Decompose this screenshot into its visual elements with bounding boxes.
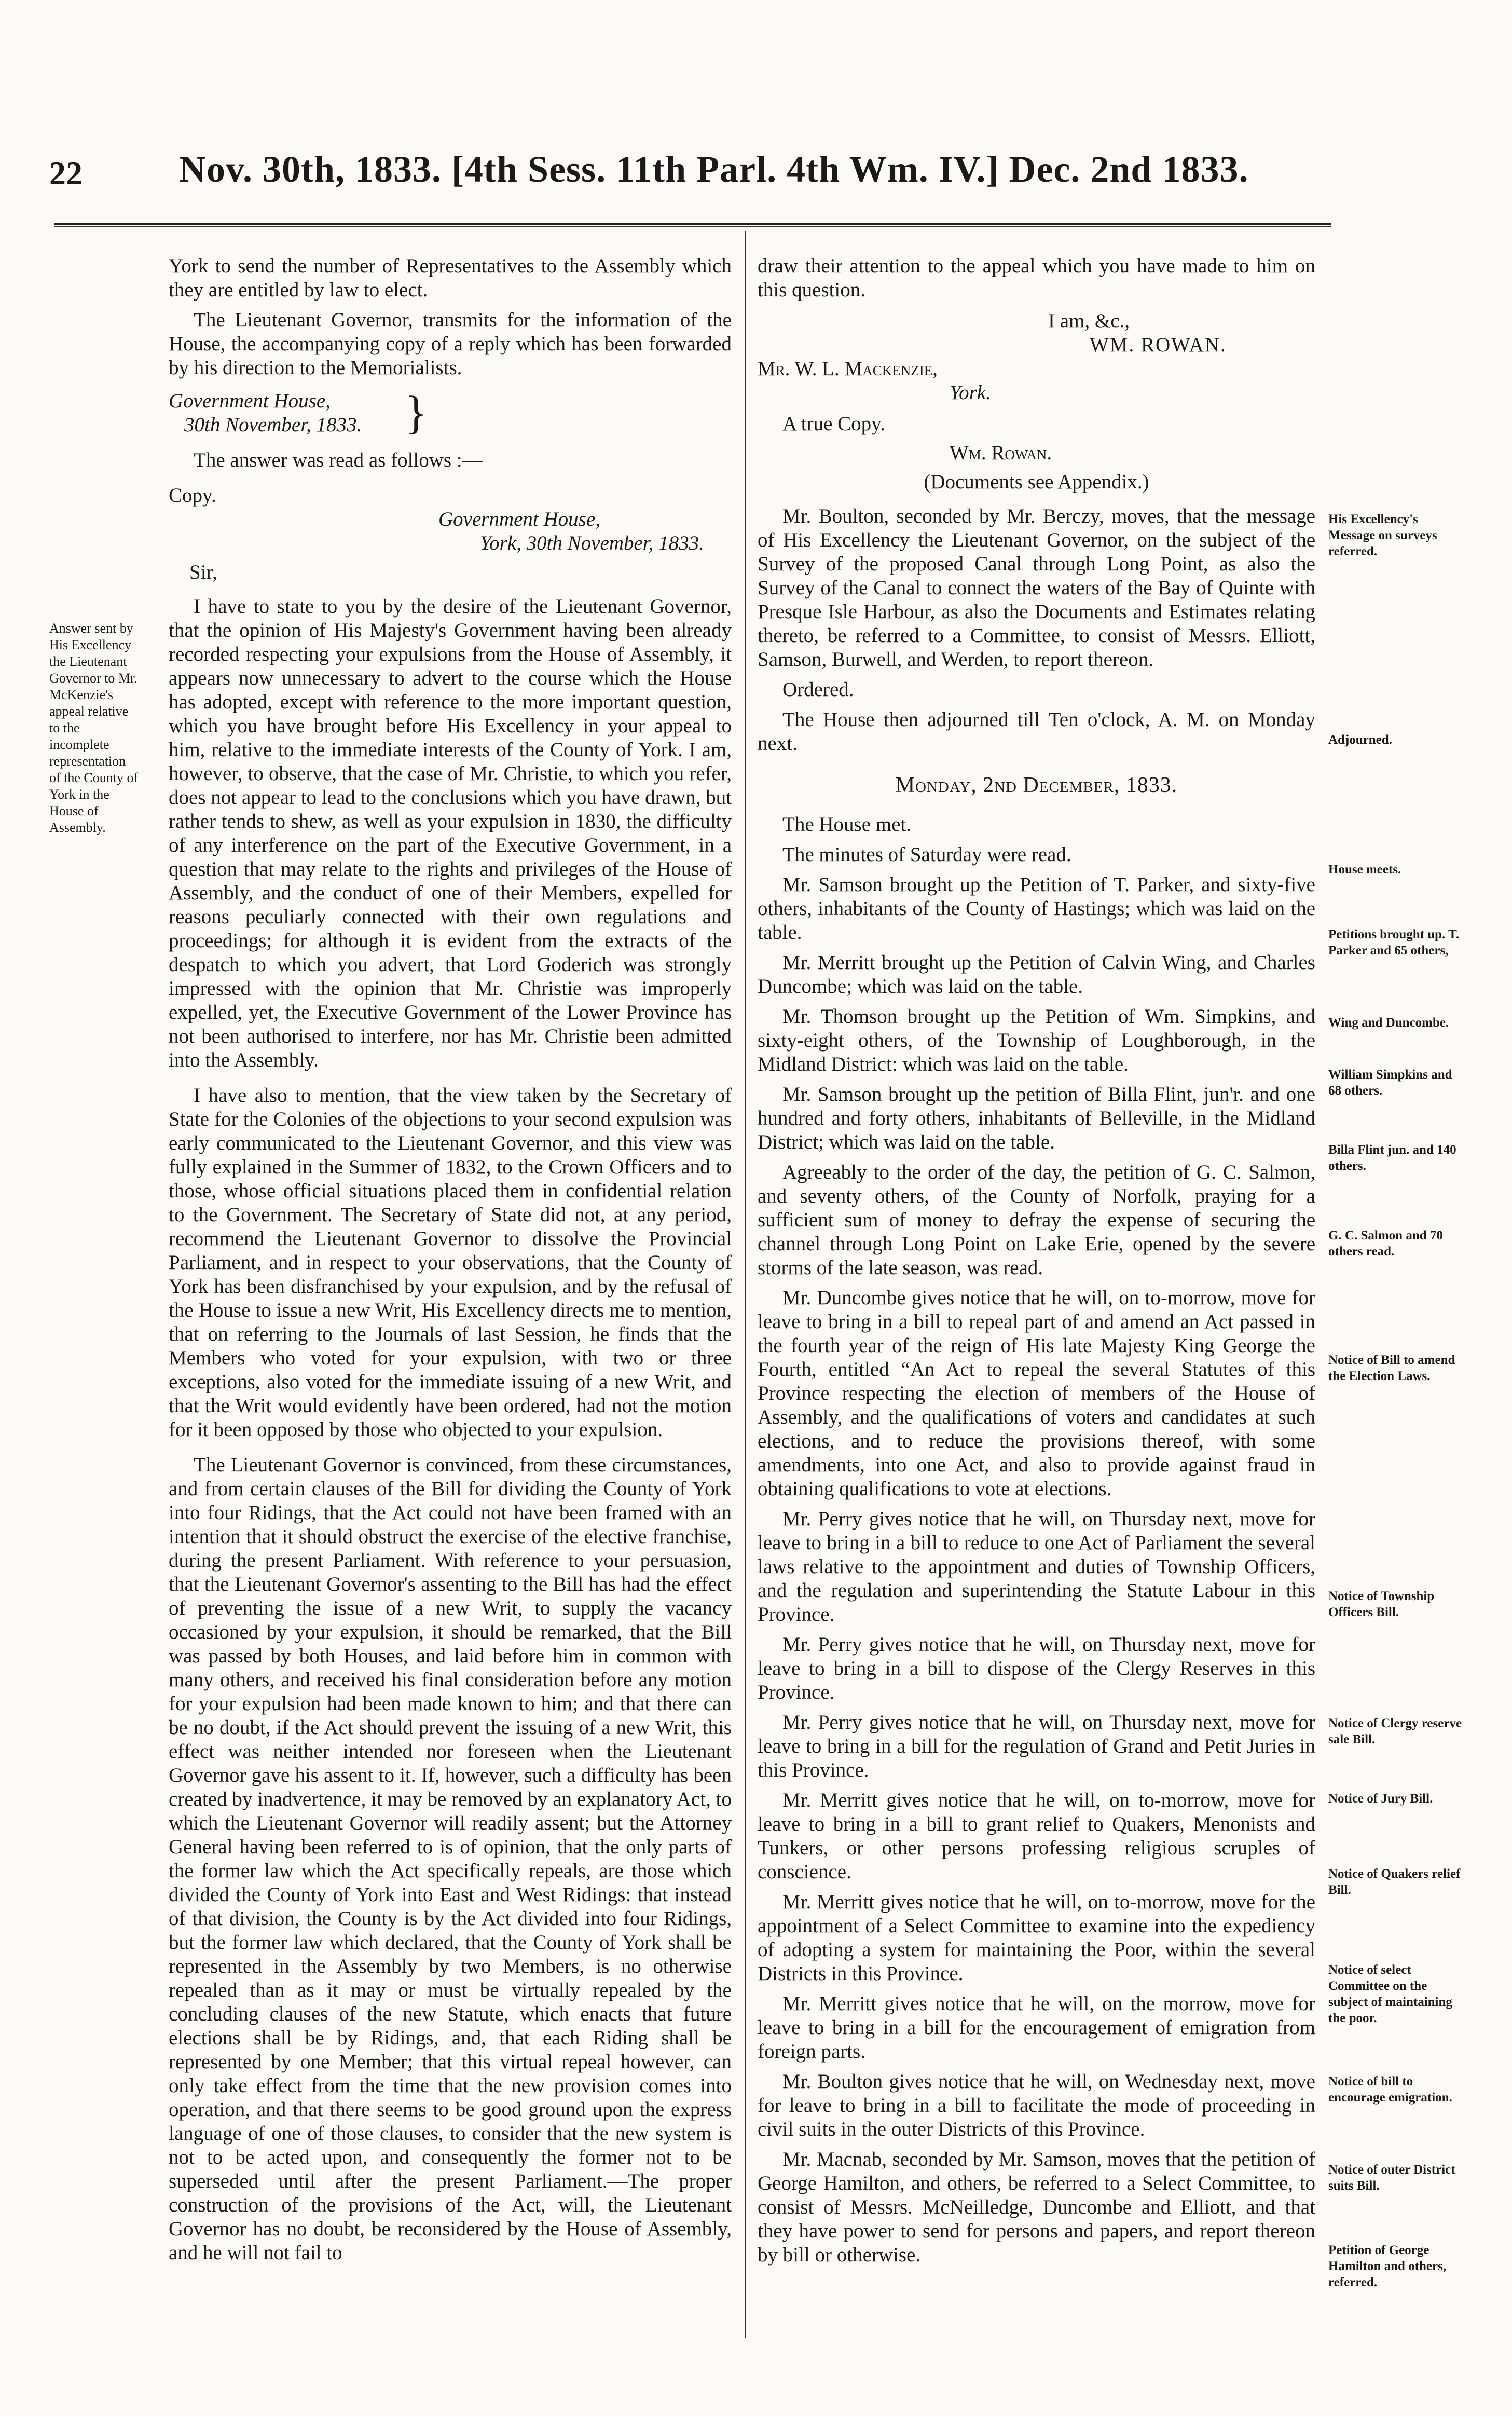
salutation: Sir, — [189, 561, 217, 583]
paragraph: The Lieutenant Governor is convinced, from these circumstances, and from certain clauses of the Bill for dividing the County of York into four Ridings, that the Act could not have been framed with an intention that it should obstruct the exercise of the elective franchise, during the present Parliament. With reference to your persuasion, that the Lieutenant Governor's assenting to the Bill has had the effect of preventing the issue of a new Writ, to supply the vacancy occasioned by your expulsion, it should be remarked, that the Bill was passed by both Houses, and laid before him in common with many others, and received his final consideration before any motion for your expulsion had been made known to him; and that there can be no doubt, if the Act should prevent the issuing of a new Writ, this effect was neither intended nor foreseen when the Lieutenant Governor gave his assent to it. If, however, such a difficulty has been created by inadvertence, it may be removed by an explanatory Act, to which the Lieutenant Governor will readily assent; but the Attorney General having been referred to is of opinion, that the only parts of the former law which the Act specifically repeals, are those which divided the County of York into East and West Ridings: that instead of that division, the County is by the Act divided into four Ridings, but the former law which declared, that the County of York shall be represented in the Assembly by two Members, is no otherwise repealed than as it may or must be virtually repealed by the concluding clauses of the new Statute, which enacts that future elections shall be by Ridings, and, that each Riding shall be represented by one Member; that this virtual repeal however, can only take effect from the time that the new provision comes into operation, and that there seems to be good ground upon the express language of one of those clauses, to consider that the new system is not to be acted upon, and consequently the former not to be superseded until after the present Parliament.—The proper construction of the provisions of the Act, will, the Lieutenant Governor has no doubt, be reconsidered by the House of Assembly, and he will not fail to — [169, 1454, 732, 2264]
margin-note-quakers: Notice of Quakers relief Bill. — [1328, 1867, 1461, 1897]
margin-note-hamilton: Petition of George Hamilton and others, referred. — [1328, 2243, 1447, 2289]
brace: } — [405, 387, 428, 439]
entry-petition-salmon: Agreeably to the order of the day, the petition of G. C. Salmon, and seventy others, of the County of Norfolk, praying for a sufficient sum of money to defray the expense of securing the channel through Long Point on Lake Erie, opened by the severe storms of the late season, was read. — [758, 1161, 1315, 1279]
entry-notice-emigration: Mr. Merritt gives notice that he will, on the morrow, move for leave to bring in a bill for the encouragement of emigration from foreign parts. — [758, 1992, 1315, 2063]
letter-closing: I am, &c., — [1048, 310, 1130, 332]
margin-note-flint: Billa Flint jun. and 140 others. — [1328, 1143, 1456, 1173]
margin-note-emigration: Notice of bill to encourage emigration. — [1328, 2074, 1452, 2105]
header-rule-thin — [54, 226, 1331, 227]
entry-notice-quakers: Mr. Merritt gives notice that he will, on to-morrow, move for leave to bring in a bill to grant relief to Quakers, Menonists and Tunkers, or other persons professing religious scruples of conscience. — [758, 1789, 1315, 1883]
margin-note-answer: Answer sent by His Excellency the Lieutenant Governor to Mr. McKenzie's appeal relative to the incomplete representation of the County of York in the House of Assembly. — [49, 621, 139, 835]
paragraph: I have also to mention, that the view taken by the Secretary of State for the Colonies of the objections to your second expulsion was early communicated to the Lieutenant Governor, and this view was fully explained in the Summer of 1832, to the Crown Officers and to those, whose official situations placed them in confidential relation to the Government. The Secretary of State did not, at any period, recommend the Lieutenant Governor to dissolve the Provincial Parliament, and in respect to your observations, that the County of York has been disfranchised by your expulsion, and by the refusal of the House to issue a new Writ, His Excellency directs me to mention, that on referring to the Journals of last Session, he finds that the Members who voted for your expulsion, with two or three exceptions, also voted for the immediate issuing of a new Writ, and that the Writ would evidently have been ordered, had not the motion for it been opposed by those who objected to your expulsion. — [169, 1084, 732, 1441]
letter-addressee: Mr. W. L. Mackenzie, — [758, 358, 938, 380]
entry-house-met: The House met. — [782, 813, 912, 836]
entry-petition-parker: Mr. Samson brought up the Petition of T. Parker, and sixty-five others, inhabitants of the County of Hastings; which was laid on the table. — [758, 873, 1315, 944]
dateline — [169, 389, 732, 437]
entry-notice-clergy: Mr. Perry gives notice that he will, on Thursday next, move for leave to bring in a bill to dispose of the Clergy Reserves in this Province. — [758, 1633, 1315, 1703]
entry-minutes: The minutes of Saturday were read. — [782, 843, 1071, 866]
dateline-place: Government House, — [169, 390, 331, 412]
running-head: Nov. 30th, 1833. [4th Sess. 11th Parl. 4th Wm. IV.] Dec. 2nd 1833. — [179, 148, 1249, 190]
paragraph: The answer was read as follows :— — [194, 449, 483, 471]
margin-note-jury: Notice of Jury Bill. — [1328, 1792, 1433, 1806]
entry-notice-election: Mr. Duncombe gives notice that he will, on to-morrow, move for leave to bring in a bill to repeal part of and amend an Act passed in the fourth year of the reign of His late Majesty King George the Fourth, entitled “An Act to repeal the several Statutes of this Province respecting the election of members of the House of Assembly, and the qualifications of voters and candidates at such elections, and to reduce the provisions thereof, with some amendments, into one Act, and also to provide against fraud in obtaining qualifications to vote at elections. — [758, 1287, 1315, 1500]
margin-note-suits: Notice of outer District suits Bill. — [1328, 2163, 1455, 2193]
entry-petition-wing: Mr. Merritt brought up the Petition of Calvin Wing, and Charles Duncombe; which was laid on the table. — [758, 951, 1315, 998]
page-number: 22 — [49, 155, 83, 192]
paragraph: I have to state to you by the desire of the Lieutenant Governor, that the opinion of His Majesty's Government having been already recorded respecting your expulsions from the House of Assembly, it appears now unnecessary to advert to the course which the House has adopted, except with reference to the more important question, which you have brought before His Excellency in your appeal to him, relative to the immediate interests of the County of York. I am, however, to observe, that the case of Mr. Christie, to which you refer, does not appear to lead to the conclusions which you have drawn, but rather tends to shew, as well as your expulsion in 1830, the difficulty of any interference on the part of the Executive Government, in a question that may relate to the rights and privileges of the House of Assembly, and the conduct of one of their Members, expelled for reasons peculiarly connected with their own regulations and proceedings; for although it is evident from the extracts of the despatch to which you advert, that Lord Goderich was strongly impressed with the opinion that Mr. Christie was improperly expelled, yet, the Executive Government of the Lower Province has not been authorised to interfere, nor has Mr. Christie been admitted into the Assembly. — [169, 595, 732, 1071]
true-copy-signer: Wm. Rowan. — [950, 442, 1052, 464]
entry-petition-flint: Mr. Samson brought up the petition of Billa Flint, jun'r. and one hundred and forty others, inhabitants of Belleville, in the Midland District; which was laid on the table. — [758, 1083, 1315, 1153]
entry-adjourn: The House then adjourned till Ten o'clock, A. M. on Monday next. — [758, 708, 1315, 755]
letter-place: Government House, — [438, 508, 600, 530]
documents-note: (Documents see Appendix.) — [924, 471, 1149, 493]
dateline-date: 30th November, 1833. — [184, 414, 362, 436]
entry-petition-hamilton: Mr. Macnab, seconded by Mr. Samson, moves that the petition of George Hamilton, and others, be referred to a Select Committee, to consist of Messrs. McNeilledge, Duncombe and Elliott, and that they have power to send for persons and papers, and report thereon by bill or otherwise. — [758, 2148, 1315, 2266]
true-copy: A true Copy. — [782, 413, 885, 435]
margin-note-surveys: His Excellency's Message on surveys referred. — [1328, 512, 1437, 558]
paragraph: draw their attention to the appeal which you have made to him on this question. — [758, 255, 1315, 301]
entry-notice-jury: Mr. Perry gives notice that he will, on Thursday next, move for leave to bring in a bill for the regulation of Grand and Petit Juries in this Province. — [758, 1711, 1315, 1781]
margin-note-adjourned: Adjourned. — [1328, 733, 1392, 747]
letter-date: York, 30th November, 1833. — [480, 532, 704, 554]
margin-note-salmon: G. C. Salmon and 70 others read. — [1328, 1229, 1443, 1259]
day-heading: Monday, 2nd December, 1833. — [895, 773, 1178, 797]
copy-label: Copy. — [169, 484, 216, 507]
margin-note-poor: Notice of select Committee on the subject of maintaining the poor. — [1328, 1963, 1452, 2025]
paragraph: York to send the number of Representatives to the Assembly which they are entitled by law to elect. — [169, 255, 732, 301]
margin-note-simpkins: William Simpkins and 68 others. — [1328, 1068, 1452, 1098]
entry-notice-poor: Mr. Merritt gives notice that he will, on to-morrow, move for the appointment of a Select Committee to examine into the expediency of adopting a system for maintaining the Poor, within the several Districts in this Province. — [758, 1891, 1315, 1985]
entry-petition-simpkins: Mr. Thomson brought up the Petition of Wm. Simpkins, and sixty-eight others, of the Township of Loughborough, in the Midland District: which was laid on the table. — [758, 1005, 1315, 1075]
entry-notice-suits: Mr. Boulton gives notice that he will, on Wednesday next, move for leave to bring in a bill to facilitate the mode of proceeding in civil suits in the outer Districts of this Province. — [758, 2070, 1315, 2140]
entry-ordered: Ordered. — [782, 678, 854, 701]
entry-notice-township: Mr. Perry gives notice that he will, on Thursday next, move for leave to bring in a bill to reduce to one Act of Parliament the several laws relative to the appointment and duties of Township Officers, and the regulation and superintending the Statute Labour in this Province. — [758, 1508, 1315, 1626]
paragraph: The Lieutenant Governor, transmits for the information of the House, the accompanying copy of a reply which has been forwarded by his direction to the Memorialists. — [169, 309, 732, 379]
margin-note-parker: Petitions brought up. T. Parker and 65 others, — [1328, 927, 1460, 958]
header-rule — [54, 223, 1331, 225]
margin-note-election: Notice of Bill to amend the Election Laws. — [1328, 1353, 1455, 1383]
letter-signer: WM. ROWAN. — [1090, 334, 1227, 356]
column-divider — [745, 231, 746, 2338]
right-column — [758, 254, 1315, 2267]
entry-surveys: Mr. Boulton, seconded by Mr. Berczy, moves, that the message of His Excellency the Lieutenant Governor, on the subject of the Survey of the proposed Canal through Long Point, as also the Survey of the Canal to connect the waters of the Bay of Quinte with Presque Isle Harbour, as also the Documents and Estimates relating thereto, be referred to a Committee, to consist of Messrs. Elliott, Samson, Burwell, and Werden, to report thereon. — [758, 505, 1315, 671]
letter-addressee-place: York. — [950, 381, 991, 404]
margin-note-clergy: Notice of Clergy reserve sale Bill. — [1328, 1716, 1462, 1746]
page-header — [49, 148, 1372, 205]
margin-note-township: Notice of Township Officers Bill. — [1328, 1589, 1435, 1619]
margin-note-wing: Wing and Duncombe. — [1328, 1016, 1449, 1030]
left-column — [169, 254, 732, 2265]
margin-note-house-meets: House meets. — [1328, 863, 1401, 877]
